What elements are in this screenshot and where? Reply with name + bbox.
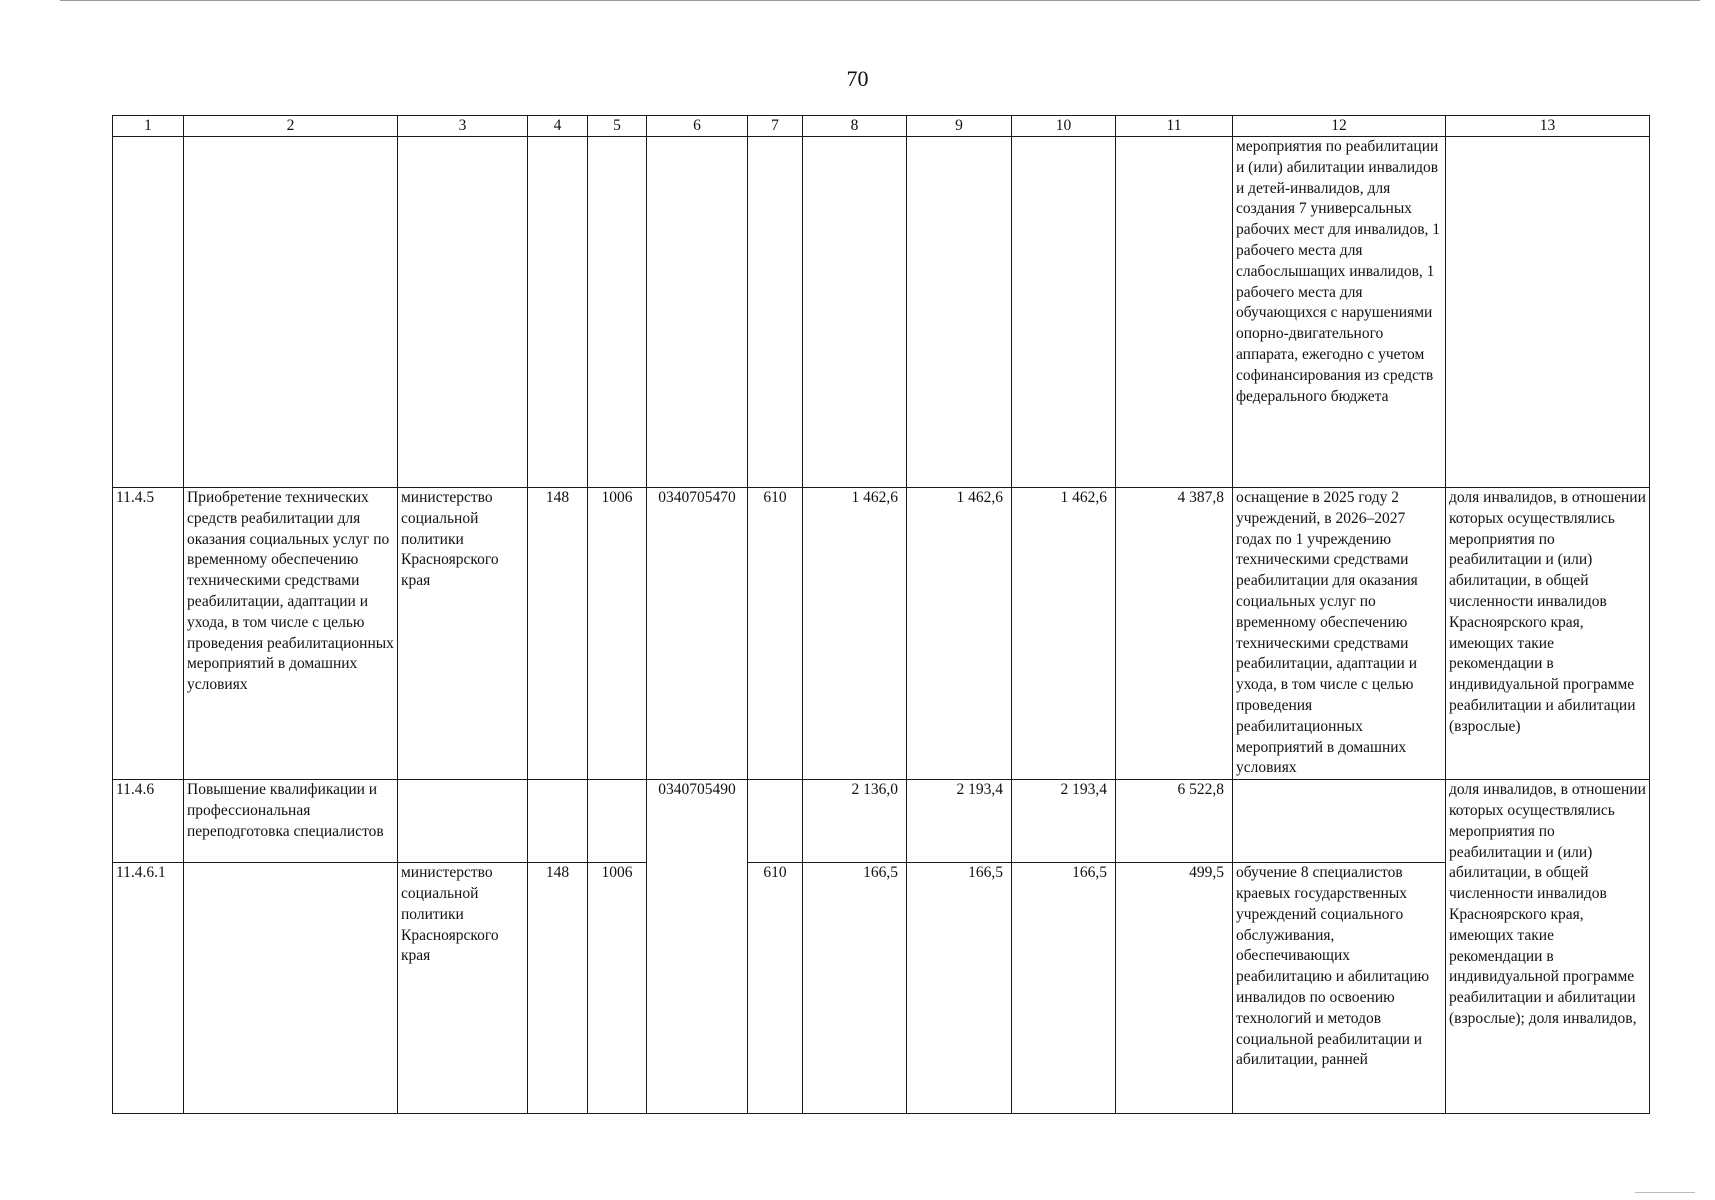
cell-col9: 1 462,6 bbox=[907, 488, 1012, 780]
cell-result: обучение 8 специалистов краевых государственных учреждений социального обслуживания, обеспечивающих реабилитацию и абилитацию инвалидов по освоению технологий и методов социальной реабилитации и абилитации, ранней bbox=[1233, 863, 1446, 1114]
cell-col9: 2 193,4 bbox=[907, 780, 1012, 863]
cell-col10: 2 193,4 bbox=[1012, 780, 1116, 863]
cell-col5: 1006 bbox=[588, 863, 647, 1114]
cell-col6 bbox=[647, 137, 748, 488]
page-number: 70 bbox=[846, 66, 869, 91]
cell-col4 bbox=[528, 137, 588, 488]
cell-agency bbox=[398, 780, 528, 863]
cell-col4 bbox=[528, 780, 588, 863]
column-header: 11 bbox=[1116, 116, 1233, 137]
cell-col11: 4 387,8 bbox=[1116, 488, 1233, 780]
table-row bbox=[113, 488, 1650, 780]
cell-col11: 499,5 bbox=[1116, 863, 1233, 1114]
table-row bbox=[113, 863, 1650, 1114]
cell-col10 bbox=[1012, 137, 1116, 488]
cell-col8 bbox=[803, 137, 907, 488]
cell-agency: министерство социальной политики Красноярского края bbox=[398, 863, 528, 1114]
table-row bbox=[113, 137, 1650, 488]
cell-id: 11.4.5 bbox=[113, 488, 184, 780]
cell-col6: 0340705470 bbox=[647, 488, 748, 780]
cell-col9: 166,5 bbox=[907, 863, 1012, 1114]
column-header: 12 bbox=[1233, 116, 1446, 137]
cell-id: 11.4.6 bbox=[113, 780, 184, 863]
cell-col6: 0340705490 bbox=[647, 780, 748, 1114]
cell-col7: 610 bbox=[748, 488, 803, 780]
column-header: 3 bbox=[398, 116, 528, 137]
cell-col5 bbox=[588, 137, 647, 488]
cell-indicator bbox=[1446, 137, 1650, 488]
cell-name bbox=[184, 863, 398, 1114]
cell-col10: 166,5 bbox=[1012, 863, 1116, 1114]
column-header: 7 bbox=[748, 116, 803, 137]
column-header: 6 bbox=[647, 116, 748, 137]
cell-col5 bbox=[588, 780, 647, 863]
cell-col8: 1 462,6 bbox=[803, 488, 907, 780]
cell-col4: 148 bbox=[528, 863, 588, 1114]
cell-col5: 1006 bbox=[588, 488, 647, 780]
column-header: 4 bbox=[528, 116, 588, 137]
cell-id: 11.4.6.1 bbox=[113, 863, 184, 1114]
column-header: 5 bbox=[588, 116, 647, 137]
column-header: 13 bbox=[1446, 116, 1650, 137]
table-header-row bbox=[113, 116, 1650, 137]
cell-col10: 1 462,6 bbox=[1012, 488, 1116, 780]
program-activities-table bbox=[112, 115, 1650, 1114]
cell-col7 bbox=[748, 780, 803, 863]
scan-edge-line bbox=[1635, 1192, 1695, 1193]
column-header: 8 bbox=[803, 116, 907, 137]
cell-agency: министерство социальной политики Красноярского края bbox=[398, 488, 528, 780]
scan-edge-line bbox=[60, 0, 1700, 1]
cell-col11 bbox=[1116, 137, 1233, 488]
cell-name: Приобретение технических средств реабилитации для оказания социальных услуг по временному обеспечению техническими средствами реабилитации, адаптации и ухода, в том числе с целью проведения реабилитационных мероприятий в домашних условиях bbox=[184, 488, 398, 780]
cell-name: Повышение квалификации и профессиональная переподготовка специалистов bbox=[184, 780, 398, 863]
column-header: 9 bbox=[907, 116, 1012, 137]
cell-result: оснащение в 2025 году 2 учреждений, в 2026–2027 годах по 1 учреждению техническими средствами реабилитации для оказания социальных услуг по временному обеспечению техническими средствами реабилитации, адаптации и ухода, в том числе с целью проведения реабилитационных мероприятий в домашних условиях bbox=[1233, 488, 1446, 780]
column-header: 2 bbox=[184, 116, 398, 137]
cell-indicator: доля инвалидов, в отношении которых осуществлялись мероприятия по реабилитации и (или) абилитации, в общей численности инвалидов Красноярского края, имеющих такие рекомендации в индивидуальной программе реабилитации и абилитации (взрослые) bbox=[1446, 488, 1650, 780]
column-header: 10 bbox=[1012, 116, 1116, 137]
cell-name bbox=[184, 137, 398, 488]
cell-col8: 2 136,0 bbox=[803, 780, 907, 863]
cell-col9 bbox=[907, 137, 1012, 488]
cell-id bbox=[113, 137, 184, 488]
cell-col7 bbox=[748, 137, 803, 488]
cell-agency bbox=[398, 137, 528, 488]
cell-indicator: доля инвалидов, в отношении которых осуществлялись мероприятия по реабилитации и (или) абилитации, в общей численности инвалидов Красноярского края, имеющих такие рекомендации в индивидуальной программе реабилитации и абилитации (взрослые); доля инвалидов, bbox=[1446, 780, 1650, 1114]
cell-result: мероприятия по реабилитации и (или) абилитации инвалидов и детей-инвалидов, для создания 7 универсальных рабочих мест для инвалидов, 1 рабочего места для слабослышащих инвалидов, 1 рабочего места для обучающихся с нарушениями опорно-двигательного аппарата, ежегодно с учетом софинансирования из средств федерального бюджета bbox=[1233, 137, 1446, 488]
cell-col7: 610 bbox=[748, 863, 803, 1114]
table-row bbox=[113, 780, 1650, 863]
cell-result bbox=[1233, 780, 1446, 863]
cell-col11: 6 522,8 bbox=[1116, 780, 1233, 863]
cell-col8: 166,5 bbox=[803, 863, 907, 1114]
column-header: 1 bbox=[113, 116, 184, 137]
cell-col4: 148 bbox=[528, 488, 588, 780]
